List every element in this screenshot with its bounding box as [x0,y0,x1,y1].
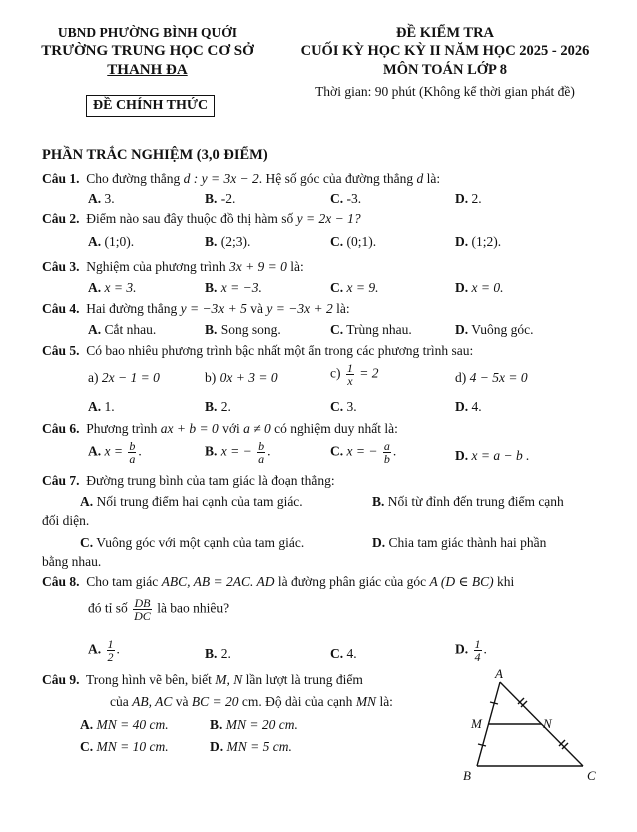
point-n-label: N [543,716,552,731]
q7-option-b-cont: đối diện. [42,513,90,528]
q3-option-d[interactable]: D. x = 0. [455,280,504,295]
question-4: Câu 4. Hai đường thẳng y = −3x + 5 và y = −3x + 2 là: [42,301,350,316]
point-m-label: M [471,716,482,731]
question-8-cont: đó tỉ số $\frac{DB}{DC}$ là bao nhiêu? [88,596,230,623]
question-8: Câu 8. Cho tam giác ABC, AB = 2AC. AD là đường phân giác của góc A (D ∈ BC) khi [42,574,515,589]
vertex-a-label: A [495,668,503,681]
q3-option-c[interactable]: C. x = 9. [330,280,379,295]
q8-option-d[interactable]: D. $\frac{1}{4}$ . [455,637,487,664]
school-name: TRƯỜNG TRUNG HỌC CƠ SỞ [41,43,254,59]
q7-option-c[interactable]: C. Vuông góc với một cạnh của tam giác. [80,535,305,550]
q1-option-a[interactable]: A. 3. [88,191,115,206]
tick-am [490,702,498,704]
exam-term: CUỐI KỲ HỌC KỲ II NĂM HỌC 2025 - 2026 [300,43,590,59]
q6-option-a[interactable]: A. x = $\frac{b}{a}$ . [88,439,142,466]
q9-option-c[interactable]: C. MN = 10 cm. [80,739,169,754]
q5-option-d[interactable]: D. 4. [455,399,482,414]
q1-option-b[interactable]: B. -2. [205,191,236,206]
q4-option-b[interactable]: B. Song song. [205,322,281,337]
q8-option-a[interactable]: A. $\frac{1}{2}$ . [88,637,120,664]
exam-time: Thời gian: 90 phút (Không kể thời gian phát đề) [315,84,575,99]
q9-option-d[interactable]: D. MN = 5 cm. [210,739,292,754]
q4-option-c[interactable]: C. Trùng nhau. [330,322,412,337]
exam-title: ĐỀ KIỂM TRA [395,25,495,41]
q8-option-b[interactable]: B. 2. [205,646,231,661]
q9-option-b[interactable]: B. MN = 20 cm. [210,717,298,732]
q5-option-a[interactable]: A. 1. [88,399,115,414]
q1-option-c[interactable]: C. -3. [330,191,362,206]
q7-option-b[interactable]: B. Nối từ đỉnh đến trung điểm cạnh [372,494,564,509]
q5-option-c[interactable]: C. 3. [330,399,357,414]
question-5: Câu 5. Có bao nhiêu phương trình bậc nhất một ẩn trong các phương trình sau: [42,343,474,358]
q6-option-c[interactable]: C. x = − $\frac{a}{b}$ . [330,439,397,466]
official-badge: ĐỀ CHÍNH THỨC [86,95,215,117]
q5-equation-c: c) $\frac{1}{x}$ = 2 [330,361,379,388]
question-6: Câu 6. Phương trình ax + b = 0 với a ≠ 0 có nghiệm duy nhất là: [42,421,398,436]
q6-option-d[interactable]: D. x = a − b . [455,448,530,463]
school-location: THANH ĐA [107,62,188,78]
question-2: Câu 2. Điểm nào sau đây thuộc đồ thị hàm số y = 2x − 1? [42,211,361,226]
q5-equation-b: b) 0x + 3 = 0 [205,370,278,385]
q5-option-b[interactable]: B. 2. [205,399,231,414]
q7-option-d[interactable]: D. Chia tam giác thành hai phần [372,535,547,550]
vertex-c-label: C [587,768,596,783]
q2-option-b[interactable]: B. (2;3). [205,234,251,249]
q3-option-a[interactable]: A. x = 3. [88,280,137,295]
q8-option-c[interactable]: C. 4. [330,646,357,661]
q5-equation-a: a) 2x − 1 = 0 [88,370,160,385]
q7-option-d-cont: bằng nhau. [42,554,102,569]
q5-equation-d: d) 4 − 5x = 0 [455,370,528,385]
question-9: Câu 9. Trong hình vẽ bên, biết M, N lần lượt là trung điểm [42,672,363,687]
q4-option-a[interactable]: A. Cắt nhau. [88,322,157,337]
q6-option-b[interactable]: B. x = − $\frac{b}{a}$ . [205,439,271,466]
q7-option-a[interactable]: A. Nối trung điểm hai cạnh của tam giác. [80,494,303,509]
question-7: Câu 7. Đường trung bình của tam giác là đoạn thẳng: [42,473,335,488]
exam-subject: MÔN TOÁN LỚP 8 [383,62,507,78]
q4-option-d[interactable]: D. Vuông góc. [455,322,534,337]
q9-option-a[interactable]: A. MN = 40 cm. [80,717,169,732]
q1-option-d[interactable]: D. 2. [455,191,482,206]
question-9-cont: của AB, AC và BC = 20 cm. Độ dài của cạnh MN là: [110,694,393,709]
q2-option-a[interactable]: A. (1;0). [88,234,135,249]
question-1: Câu 1. Cho đường thẳng d : y = 3x − 2. Hệ số góc của đường thẳng d là: [42,171,441,186]
vertex-b-label: B [463,768,471,783]
section-title: PHẦN TRẮC NGHIỆM (3,0 ĐIỂM) [42,147,268,163]
tick-mb [478,744,486,746]
q3-option-b[interactable]: B. x = −3. [205,280,262,295]
q2-option-c[interactable]: C. (0;1). [330,234,377,249]
triangle-figure [455,668,605,788]
question-3: Câu 3. Nghiệm của phương trình 3x + 9 = 0 là: [42,259,304,274]
school-authority: UBND PHƯỜNG BÌNH QUỚI [57,25,238,40]
q2-option-d[interactable]: D. (1;2). [455,234,502,249]
